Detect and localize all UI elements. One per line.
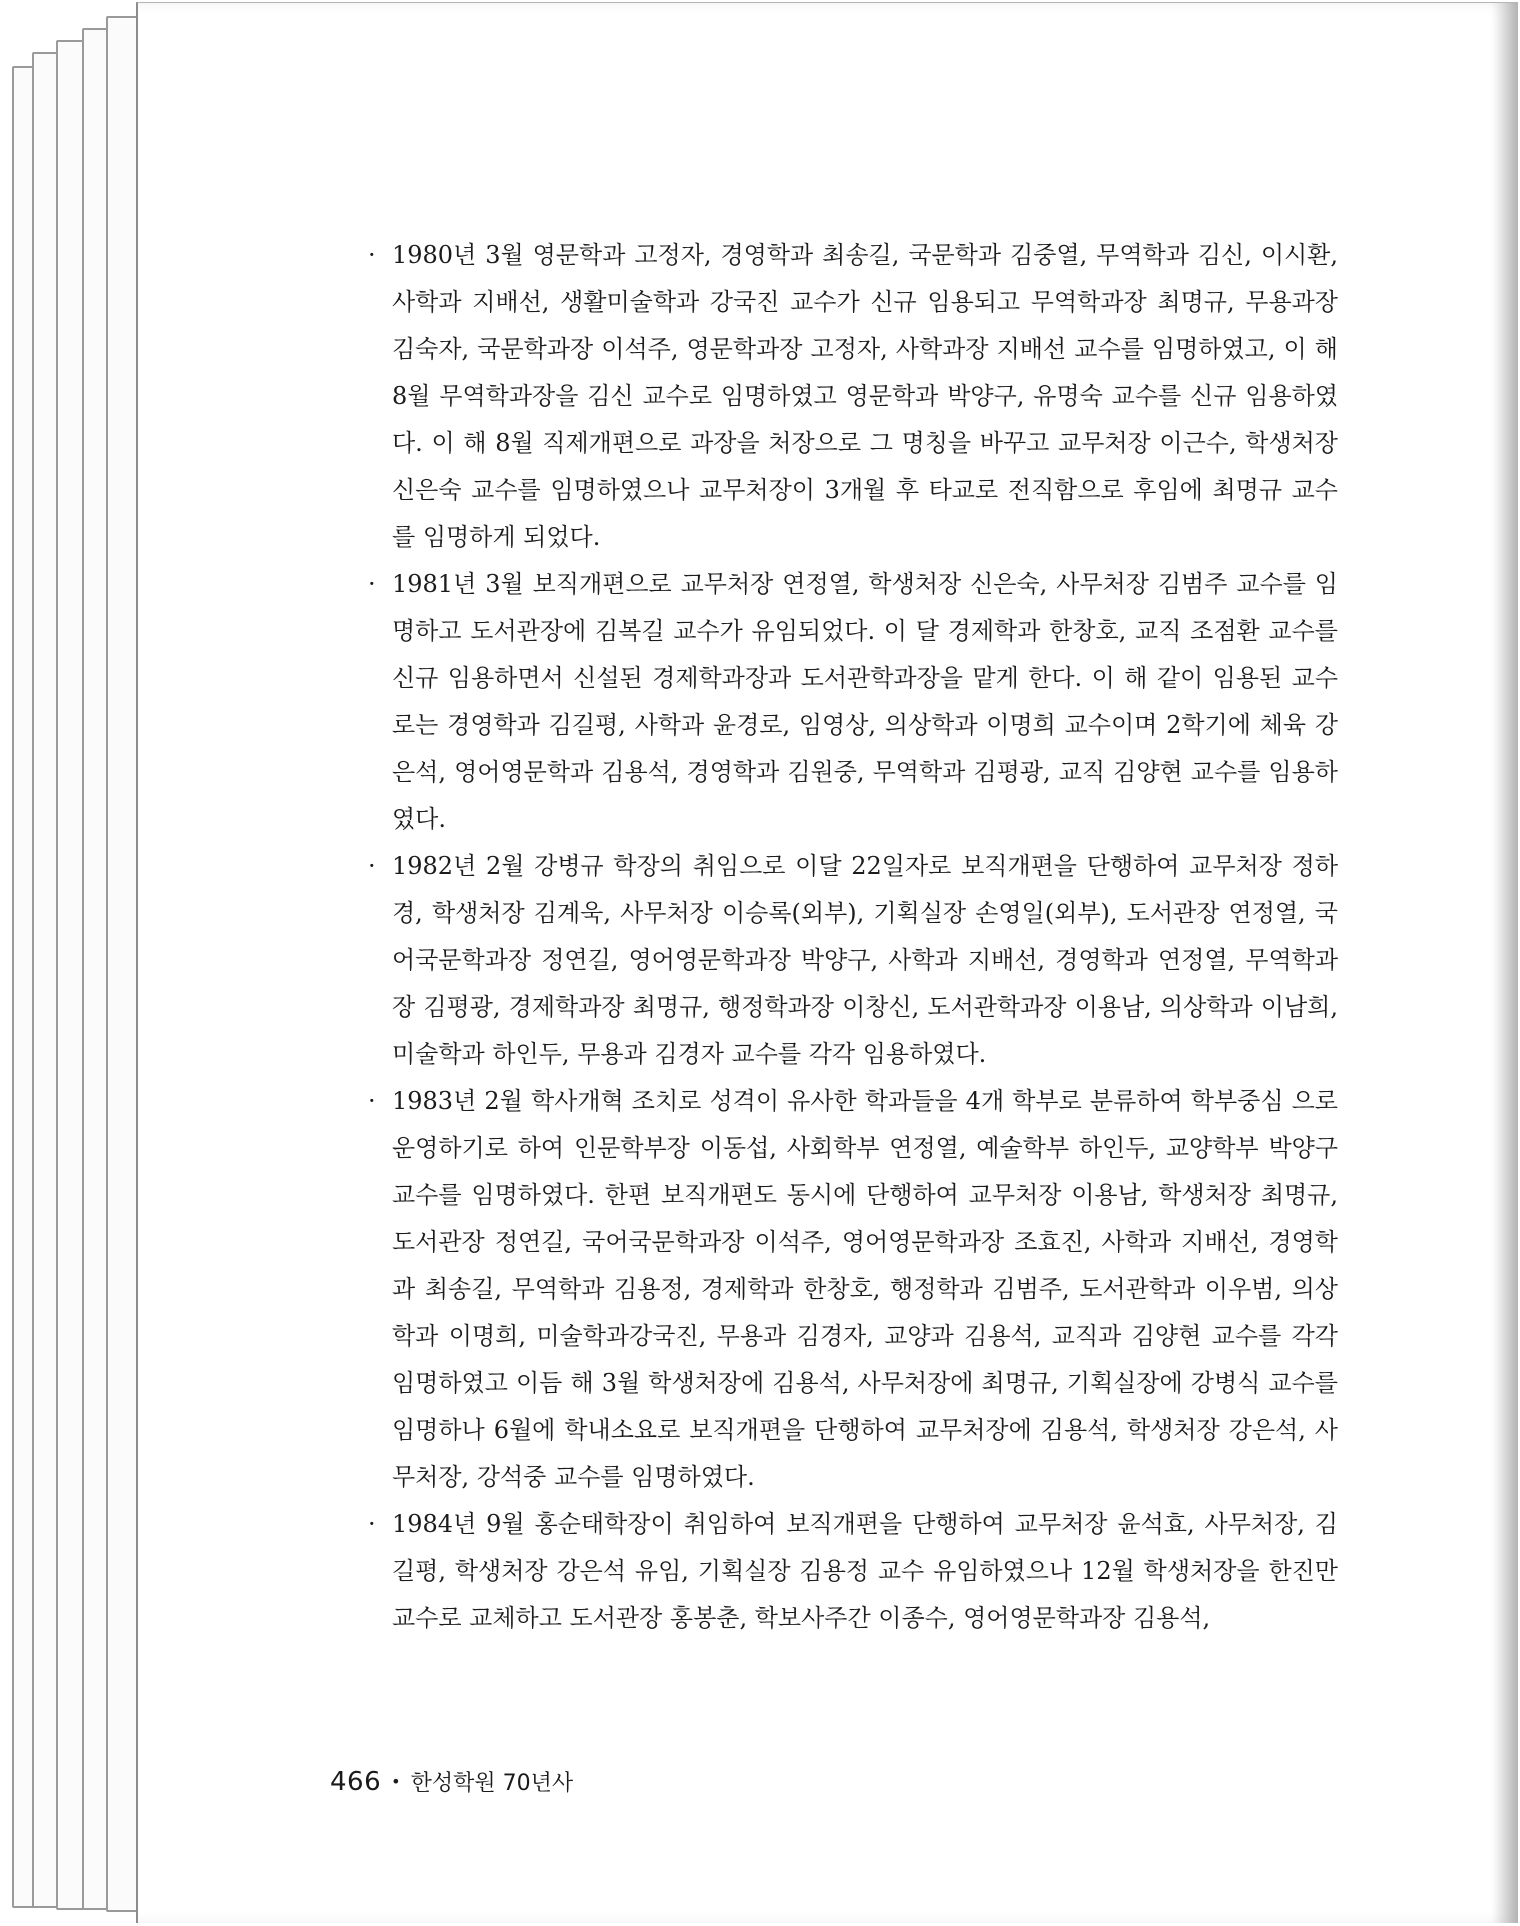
bullet-mark: · — [368, 241, 376, 269]
paragraph-text: 1980년 3월 영문학과 고정자, 경영학과 최송길, 국문학과 김중열, 무역학과 김신, 이시환, 사학과 지배선, 생활미술학과 강국진 교수가 신규 임용되고 무역학과장 최명규, 무용과장 김숙자, 국문학과장 이석주, 영문학과장 고정자, 사학과장 지배선 교수를 임명하였고, 이 해 8월 무역학과장을 김신 교수로 임명하였고 영문학과 박양구, 유명숙 교수를 신규 임용하였다. 이 해 8월 직제개편으로 과장을 처장으로 그 명칭을 바꾸고 교무처장 이근수, 학생처장 신은숙 교수를 임명하였으나 교무처장이 3개월 후 타교로 전직함으로 후임에 최명규 교수를 임명하게 되었다. — [392, 241, 1338, 551]
paragraph-text: 1981년 3월 보직개편으로 교무처장 연정열, 학생처장 신은숙, 사무처장 김범주 교수를 임명하고 도서관장에 김복길 교수가 유임되었다. 이 달 경제학과 한창호, 교직 조점환 교수를 신규 임용하면서 신설된 경제학과장과 도서관학과장을 맡게 한다. 이 해 같이 임용된 교수로는 경영학과 김길평, 사학과 윤경로, 임영상, 의상학과 이명희 교수이며 2학기에 체육 강은석, 영어영문학과 김용석, 경영학과 김원중, 무역학과 김평광, 교직 김양현 교수를 임용하였다. — [392, 570, 1338, 833]
paragraph-1984 — [368, 1501, 1338, 1642]
paragraph-1980 — [368, 232, 1338, 561]
book-title: 한성학원 70년사 — [410, 1771, 574, 1796]
paragraph-1982 — [368, 843, 1338, 1078]
bullet-mark: · — [368, 1510, 376, 1538]
page-spine-shadow — [1492, 3, 1518, 1923]
paragraph-1981 — [368, 561, 1338, 843]
paragraph-text: 1982년 2월 강병규 학장의 취임으로 이달 22일자로 보직개편을 단행하여 교무처장 정하경, 학생처장 김계욱, 사무처장 이승록(외부), 기획실장 손영일(외부), 도서관장 연정열, 국어국문학과장 정연길, 영어영문학과장 박양구, 사학과 지배선, 경영학과 연정열, 무역학과장 김평광, 경제학과장 최명규, 행정학과장 이창신, 도서관학과장 이용남, 의상학과 이남희, 미술학과 하인두, 무용과 김경자 교수를 각각 임용하였다. — [392, 852, 1338, 1068]
paragraph-text: 1983년 2월 학사개혁 조치로 성격이 유사한 학과들을 4개 학부로 분류하여 학부중심 으로 운영하기로 하여 인문학부장 이동섭, 사회학부 연정열, 예술학부 하인두, 교양학부 박양구 교수를 임명하였다. 한편 보직개편도 동시에 단행하여 교무처장 이용남, 학생처장 최명규, 도서관장 정연길, 국어국문학과장 이석주, 영어영문학과장 조효진, 사학과 지배선, 경영학과 최송길, 무역학과 김용정, 경제학과 한창호, 행정학과 김범주, 도서관학과 이우범, 의상학과 이명희, 미술학과강국진, 무용과 김경자, 교양과 김용석, 교직과 김양현 교수를 각각 임명하였고 이듬 해 3월 학생처장에 김용석, 사무처장에 최명규, 기획실장에 강병식 교수를 임명하나 6월에 학내소요로 보직개편을 단행하여 교무처장에 김용석, 학생처장 강은석, 사무처장, 강석중 교수를 임명하였다. — [392, 1087, 1338, 1491]
footer-separator: • — [391, 1772, 401, 1791]
page-footer — [330, 1766, 573, 1797]
bullet-mark: · — [368, 1087, 376, 1115]
paragraph-1983 — [368, 1078, 1338, 1501]
page-body — [368, 232, 1338, 1642]
bullet-mark: · — [368, 570, 376, 598]
page-number: 466 — [330, 1767, 382, 1797]
paragraph-text: 1984년 9월 홍순태학장이 취임하여 보직개편을 단행하여 교무처장 윤석효, 사무처장, 김길평, 학생처장 강은석 유임, 기획실장 김용정 교수 유임하였으나 12월 학생처장을 한진만 교수로 교체하고 도서관장 홍봉춘, 학보사주간 이종수, 영어영문학과장 김용석, — [392, 1510, 1338, 1632]
bullet-mark: · — [368, 852, 376, 880]
